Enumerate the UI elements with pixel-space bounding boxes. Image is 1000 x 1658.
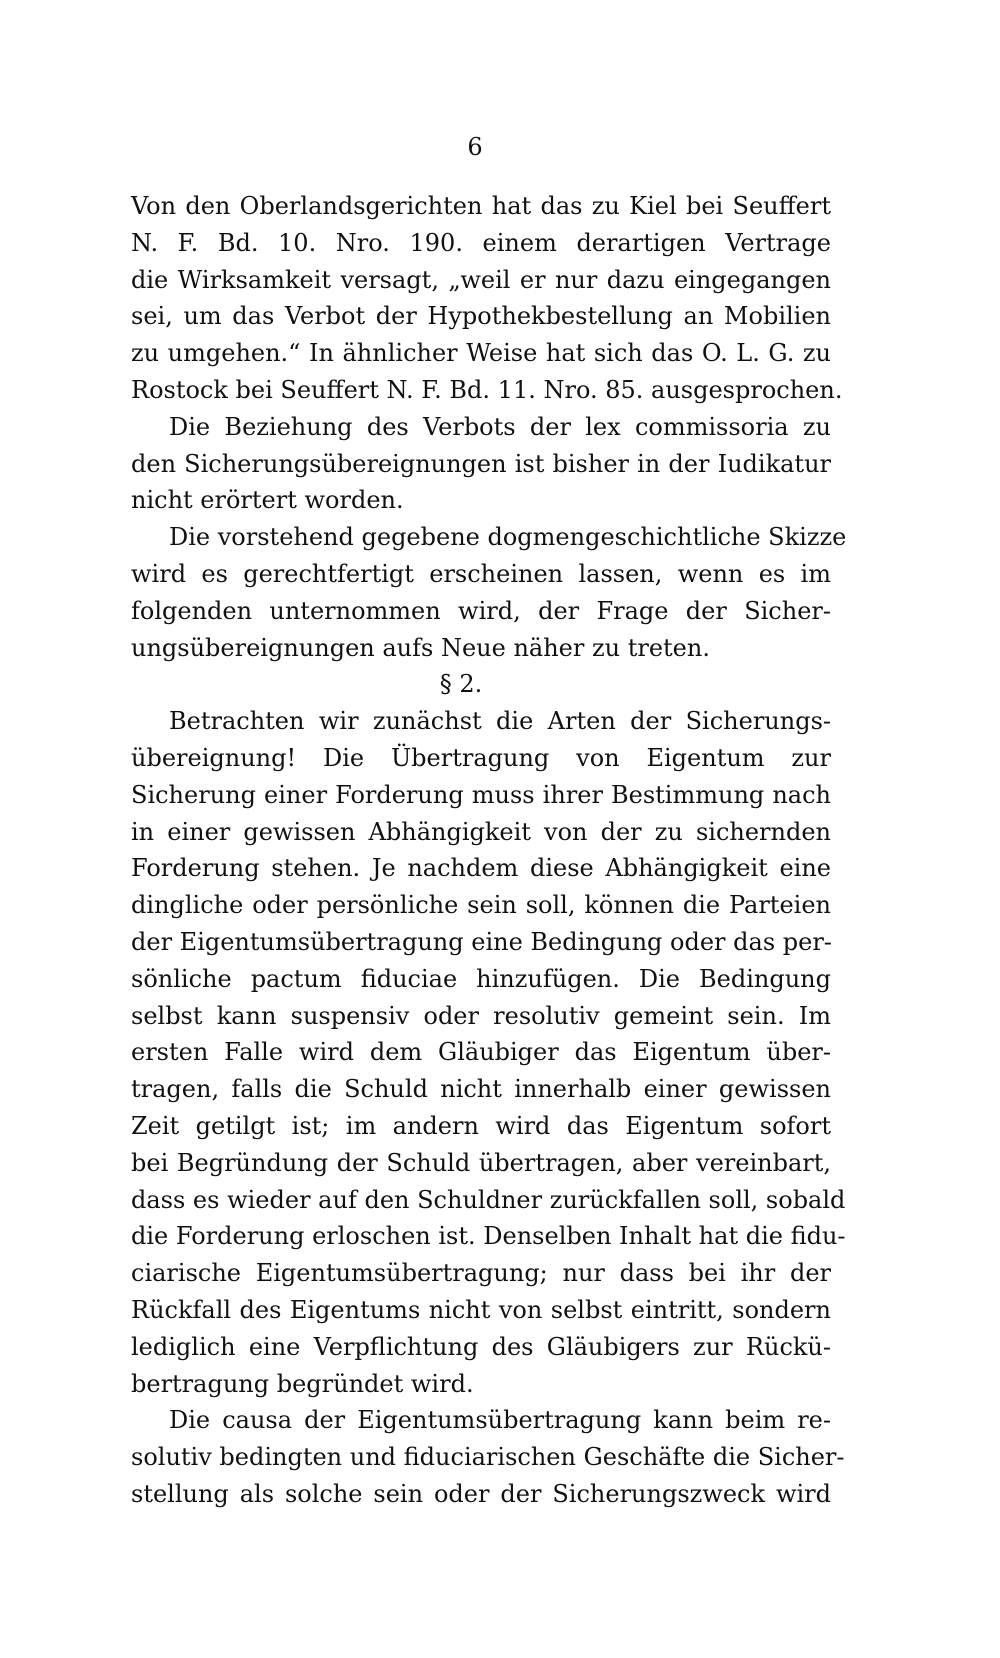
text-line: sönliche pactum fiduciae hinzufügen. Die Bedingung (131, 964, 831, 993)
text-line: den Sicherungsübereignungen ist bisher in der Iudikatur (131, 449, 831, 478)
text-line: Betrachten wir zunächst die Arten der Sicherungs- (169, 707, 831, 736)
text-line: zu umgehen.“ In ähnlicher Weise hat sich das O. L. G. zu (131, 339, 831, 368)
text-line: solutiv bedingten und fiduciarischen Geschäfte die Sicher- (131, 1443, 845, 1472)
text-line: wird es gerechtfertigt erscheinen lassen, wenn es im (131, 559, 831, 588)
text-line: Rostock bei Seuffert N. F. Bd. 11. Nro. 85. ausgesprochen. (131, 375, 843, 404)
text-line: tragen, falls die Schuld nicht innerhalb einer gewissen (131, 1075, 831, 1104)
text-line: dass es wieder auf den Schuldner zurückfallen soll, sobald (131, 1185, 846, 1214)
text-line: Sicherung einer Forderung muss ihrer Bestimmung nach (131, 780, 831, 809)
text-line: dingliche oder persönliche sein soll, können die Parteien (131, 891, 831, 920)
text-line: Forderung stehen. Je nachdem diese Abhängigkeit eine (131, 854, 831, 883)
text-line: N. F. Bd. 10. Nro. 190. einem derartigen Vertrage (131, 228, 831, 257)
text-line: ciarische Eigentumsübertragung; nur dass bei ihr der (131, 1259, 831, 1288)
text-line: der Eigentumsübertragung eine Bedingung oder das per- (131, 927, 832, 956)
text-line: die Forderung erloschen ist. Denselben Inhalt hat die fidu- (131, 1222, 846, 1251)
text-line: übereignung! Die Übertragung von Eigentum zur (131, 743, 831, 772)
page-number: 6 (467, 133, 483, 161)
text-line: bertragung begründet wird. (131, 1369, 474, 1398)
text-line: nicht erörtert worden. (131, 486, 404, 515)
text-line: Die vorstehend gegebene dogmengeschichtliche Skizze (169, 523, 847, 552)
text-line: Die causa der Eigentumsübertragung kann beim re- (169, 1406, 831, 1435)
text-line: bei Begründung der Schuld übertragen, aber vereinbart, (131, 1148, 831, 1177)
text-line: Rückfall des Eigentums nicht von selbst eintritt, sondern (131, 1295, 831, 1324)
text-line: Von den Oberlandsgerichten hat das zu Kiel bei Seuffert (131, 192, 831, 220)
text-line: Die Beziehung des Verbots der lex commissoria zu (169, 412, 831, 441)
text-line: Zeit getilgt ist; im andern wird das Eigentum sofort (131, 1111, 831, 1140)
text-line: folgenden unternommen wird, der Frage der Sicher- (131, 596, 831, 625)
section-heading: § 2. (439, 670, 483, 699)
text-line: selbst kann suspensiv oder resolutiv gemeint sein. Im (131, 1001, 831, 1030)
body-text (131, 188, 847, 1513)
text-line: die Wirksamkeit versagt, „weil er nur dazu eingegangen (131, 265, 831, 294)
text-line: sei, um das Verbot der Hypothekbestellung an Mobilien (131, 302, 831, 331)
text-line: ungsübereignungen aufs Neue näher zu treten. (131, 633, 710, 662)
text-line: ersten Falle wird dem Gläubiger das Eigentum über- (131, 1038, 831, 1067)
text-line: lediglich eine Verpflichtung des Gläubigers zur Rückü- (131, 1332, 831, 1361)
text-line: stellung als solche sein oder der Sicherungszweck wird (131, 1479, 831, 1508)
text-line: in einer gewissen Abhängigkeit von der zu sichernden (131, 817, 831, 846)
